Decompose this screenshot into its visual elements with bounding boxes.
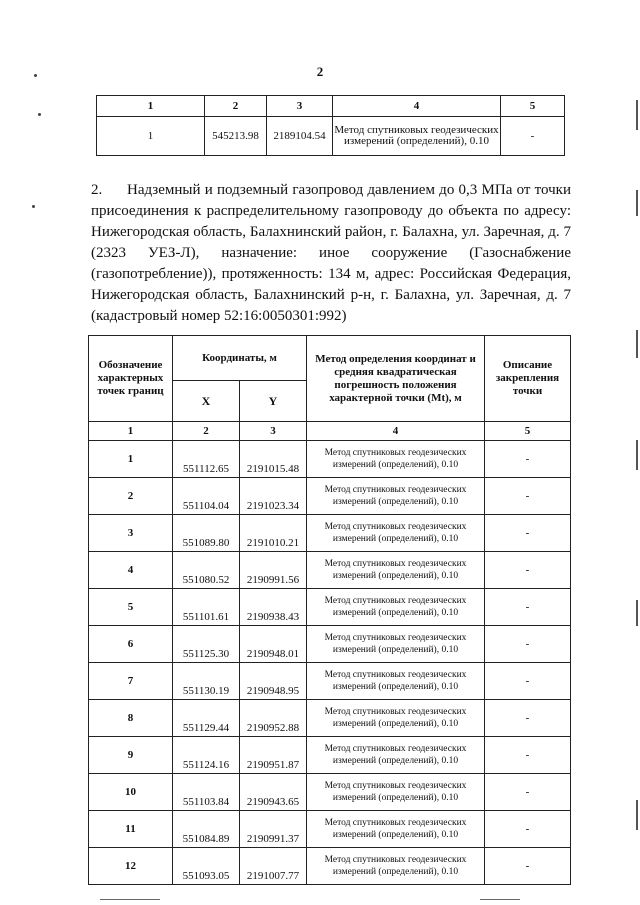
scan-edge-mark xyxy=(100,899,160,900)
index-cell: 4 xyxy=(307,422,485,441)
header-x: X xyxy=(173,381,240,422)
point-cell: 4 xyxy=(89,552,173,589)
scan-speck xyxy=(32,205,35,208)
coordinates-table xyxy=(88,335,571,885)
x-cell: 551103.84 xyxy=(173,774,240,811)
table-header-row xyxy=(97,96,565,117)
index-cell: 1 xyxy=(89,422,173,441)
description-cell: - xyxy=(485,441,571,478)
scan-edge-mark xyxy=(636,100,638,130)
table-row xyxy=(89,700,571,737)
header-cell: 1 xyxy=(97,96,205,117)
method-cell: Метод спутниковых геодезических измерений (определений), 0.10 xyxy=(307,700,485,737)
y-cell: 2190943.65 xyxy=(240,774,307,811)
point-cell: 5 xyxy=(89,589,173,626)
header-cell: 3 xyxy=(267,96,333,117)
y-cell: 2190951.87 xyxy=(240,737,307,774)
y-cell: 2191007.77 xyxy=(240,848,307,885)
method-cell: Метод спутниковых геодезических измерений (определений), 0.10 xyxy=(307,552,485,589)
x-cell: 551104.04 xyxy=(173,478,240,515)
method-cell: Метод спутниковых геодезических измерений (определений), 0.10 xyxy=(307,589,485,626)
table-row xyxy=(89,441,571,478)
description-cell: - xyxy=(485,478,571,515)
x-cell: 551084.89 xyxy=(173,811,240,848)
table-row xyxy=(89,663,571,700)
method-cell: Метод спутниковых геодезических измерений (определений), 0.10 xyxy=(307,515,485,552)
point-cell: 9 xyxy=(89,737,173,774)
method-cell: Метод спутниковых геодезических измерений (определений), 0.10 xyxy=(307,811,485,848)
scan-edge-mark xyxy=(480,899,520,900)
y-cell: 2190948.95 xyxy=(240,663,307,700)
x-cell: 551125.30 xyxy=(173,626,240,663)
column-index-row xyxy=(89,422,571,441)
table-row xyxy=(89,626,571,663)
table-row xyxy=(89,774,571,811)
x-cell: 551124.16 xyxy=(173,737,240,774)
method-cell: Метод спутниковых геодезических измерений (определений), 0.10 xyxy=(307,737,485,774)
page-number: 2 xyxy=(316,64,324,79)
header-cell: 2 xyxy=(205,96,267,117)
coordinates-table-continued xyxy=(96,95,565,156)
point-cell: 12 xyxy=(89,848,173,885)
scan-edge-mark xyxy=(636,330,638,358)
point-cell: 11 xyxy=(89,811,173,848)
table-row xyxy=(89,811,571,848)
y-cell: 2189104.54 xyxy=(267,117,333,156)
method-cell: Метод спутниковых геодезических измерений (определений), 0.10 xyxy=(307,774,485,811)
x-cell: 551089.80 xyxy=(173,515,240,552)
y-cell: 2190952.88 xyxy=(240,700,307,737)
scan-edge-mark xyxy=(636,190,638,216)
method-cell: Метод спутниковых геодезических измерений (определений), 0.10 xyxy=(333,117,501,156)
x-cell: 551129.44 xyxy=(173,700,240,737)
point-cell: 2 xyxy=(89,478,173,515)
description-cell: - xyxy=(485,515,571,552)
point-cell: 6 xyxy=(89,626,173,663)
description-cell: - xyxy=(501,117,565,156)
point-cell: 7 xyxy=(89,663,173,700)
table-row xyxy=(89,478,571,515)
description-cell: - xyxy=(485,774,571,811)
description-cell: - xyxy=(485,589,571,626)
description-cell: - xyxy=(485,663,571,700)
header-description: Описание закрепления точки xyxy=(485,336,571,422)
description-cell: - xyxy=(485,811,571,848)
scan-edge-mark xyxy=(636,600,638,626)
scan-edge-mark xyxy=(636,440,638,470)
section-2-paragraph xyxy=(91,180,571,327)
header-y: Y xyxy=(240,381,307,422)
description-cell: - xyxy=(485,848,571,885)
y-cell: 2190938.43 xyxy=(240,589,307,626)
index-cell: 3 xyxy=(240,422,307,441)
scan-speck xyxy=(38,113,41,116)
method-cell: Метод спутниковых геодезических измерений (определений), 0.10 xyxy=(307,478,485,515)
header-cell: 4 xyxy=(333,96,501,117)
header-cell: 5 xyxy=(501,96,565,117)
description-cell: - xyxy=(485,552,571,589)
point-cell: 10 xyxy=(89,774,173,811)
y-cell: 2190948.01 xyxy=(240,626,307,663)
y-cell: 2191023.34 xyxy=(240,478,307,515)
section-number: 2. xyxy=(91,182,103,198)
table-header-row xyxy=(89,336,571,381)
header-designation: Обозначение характерных точек границ xyxy=(89,336,173,422)
description-cell: - xyxy=(485,626,571,663)
table-row xyxy=(89,737,571,774)
method-cell: Метод спутниковых геодезических измерений (определений), 0.10 xyxy=(307,663,485,700)
point-cell: 3 xyxy=(89,515,173,552)
table-row xyxy=(89,552,571,589)
table-row xyxy=(89,848,571,885)
y-cell: 2190991.37 xyxy=(240,811,307,848)
table-row xyxy=(89,515,571,552)
method-cell: Метод спутниковых геодезических измерений (определений), 0.10 xyxy=(307,848,485,885)
method-cell: Метод спутниковых геодезических измерений (определений), 0.10 xyxy=(307,441,485,478)
header-coordinates: Координаты, м xyxy=(173,336,307,381)
y-cell: 2191015.48 xyxy=(240,441,307,478)
index-cell: 5 xyxy=(485,422,571,441)
table-row xyxy=(97,117,565,156)
x-cell: 551130.19 xyxy=(173,663,240,700)
description-cell: - xyxy=(485,737,571,774)
description-cell: - xyxy=(485,700,571,737)
x-cell: 551093.05 xyxy=(173,848,240,885)
y-cell: 2191010.21 xyxy=(240,515,307,552)
point-cell: 1 xyxy=(97,117,205,156)
method-cell: Метод спутниковых геодезических измерений (определений), 0.10 xyxy=(307,626,485,663)
section-text: Надземный и подземный газопровод давлением до 0,3 МПа от точки присоединения к распределительному газопроводу до объекта по адресу: Нижегородская область, Балахнинский район, г. Балахна, ул. Заречная, д. 7 (2323 УЕЗ-Л), назначение: иное сооружение (Газоснабжение (газопотребление)), протяженность: 134 м, адрес: Российская Федерация, Нижегородская область, Балахнинский р-н, г. Балахна, ул. Заречная, д. 7 (кадастровый номер 52:16:0050301:992) xyxy=(91,182,571,324)
index-cell: 2 xyxy=(173,422,240,441)
scan-edge-mark xyxy=(636,800,638,830)
x-cell: 551101.61 xyxy=(173,589,240,626)
point-cell: 8 xyxy=(89,700,173,737)
header-method: Метод определения координат и средняя квадратическая погрешность положения характерной точки (Mt), м xyxy=(307,336,485,422)
y-cell: 2190991.56 xyxy=(240,552,307,589)
x-cell: 545213.98 xyxy=(205,117,267,156)
table-row xyxy=(89,589,571,626)
x-cell: 551112.65 xyxy=(173,441,240,478)
point-cell: 1 xyxy=(89,441,173,478)
x-cell: 551080.52 xyxy=(173,552,240,589)
